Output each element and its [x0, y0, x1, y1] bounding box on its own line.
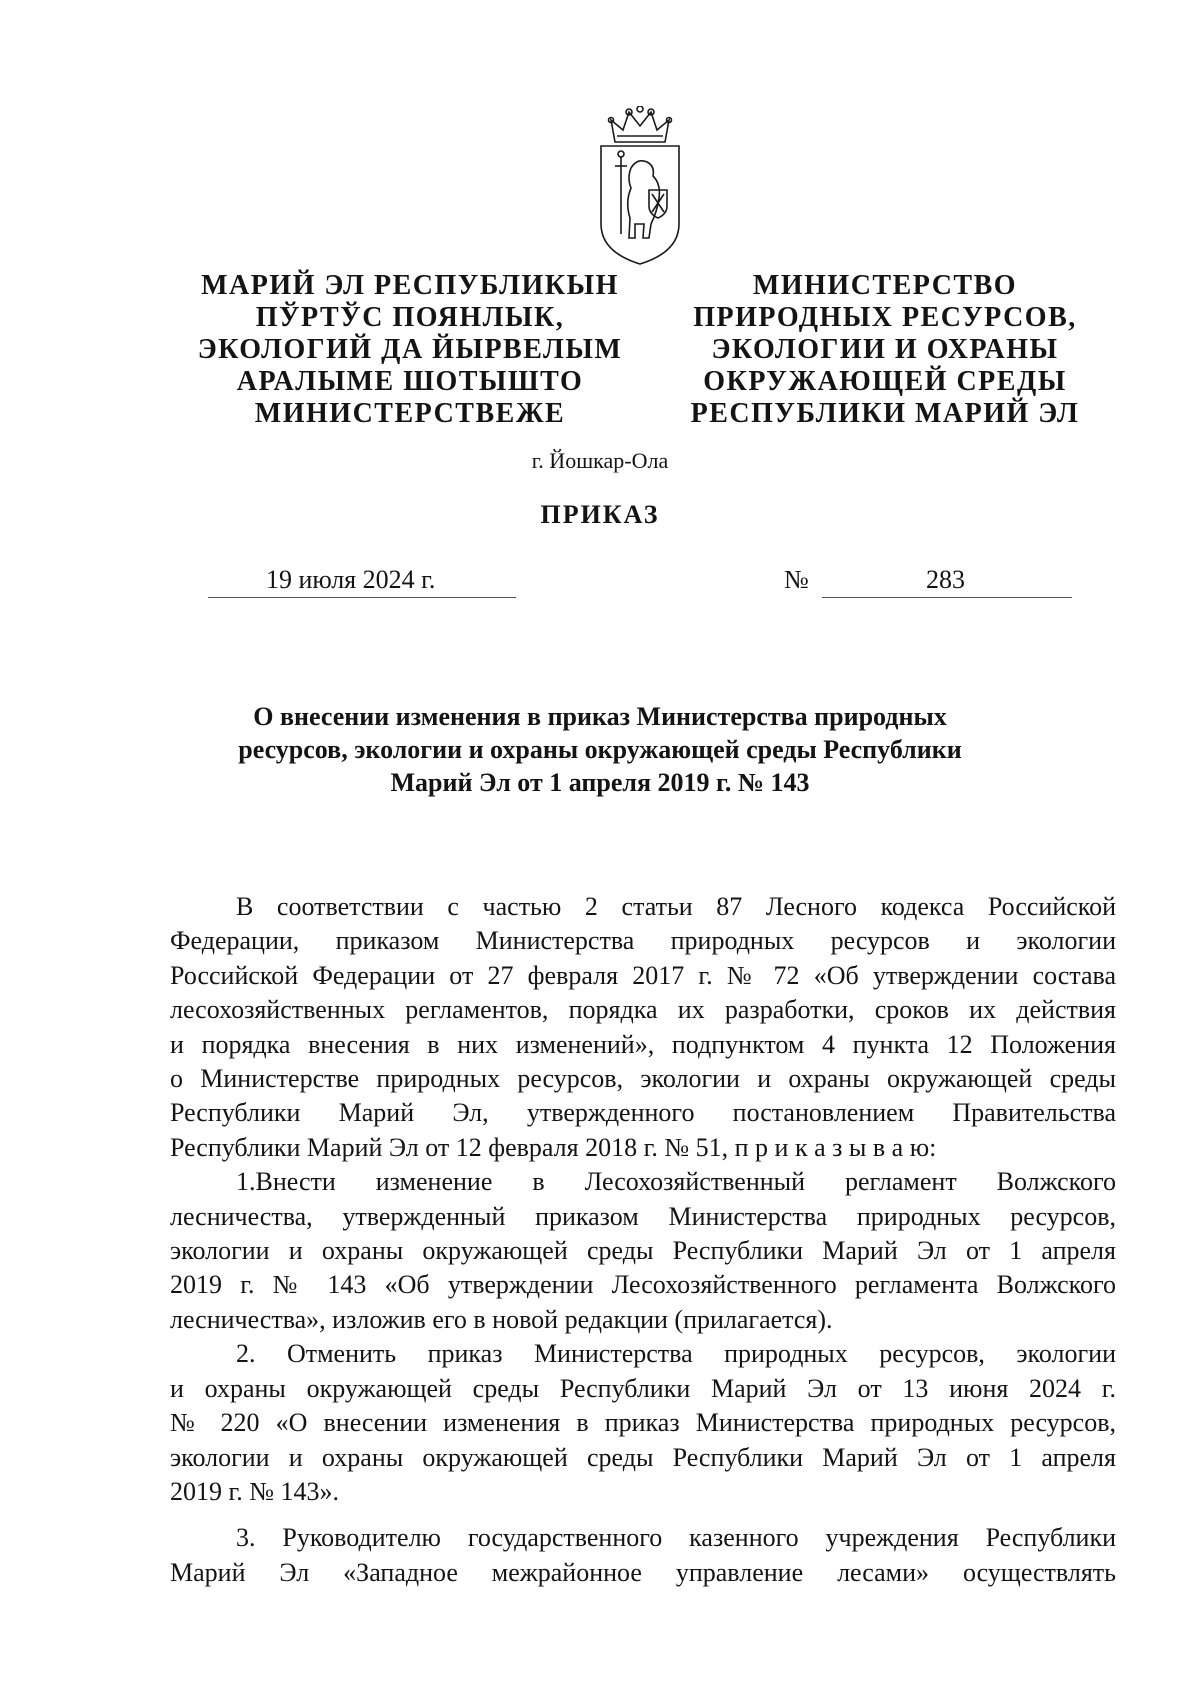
header-right-line: ЭКОЛОГИИ И ОХРАНЫ	[711, 334, 1059, 365]
body-line: лесохозяйственных регламентов, порядка их разработки, сроков их действия	[170, 995, 1116, 1025]
body-line: 2. Отменить приказ Министерства природных ресурсов, экологии	[236, 1339, 1116, 1369]
header-left-line: МАРИЙ ЭЛ РЕСПУБЛИКЫН	[201, 270, 619, 301]
number-field	[822, 563, 1072, 598]
body-line: и порядка внесения в них изменений», подпунктом 4 пункта 12 Положения	[170, 1029, 1116, 1059]
title-line: О внесении изменения в приказ Министерства природных	[253, 702, 947, 731]
paragraph-item-3	[170, 1521, 1116, 1590]
header-right-line: РЕСПУБЛИКИ МАРИЙ ЭЛ	[690, 398, 1080, 429]
body-line: 2019 г. № 143 «Об утверждении Лесохозяйственного регламента Волжского	[170, 1270, 1116, 1300]
header-right-line: ПРИРОДНЫХ РЕСУРСОВ,	[693, 302, 1077, 333]
body-line: Федерации, приказом Министерства природных ресурсов и экологии	[170, 926, 1116, 956]
header-left-line: АРАЛЫМЕ ШОТЫШТО	[236, 366, 584, 397]
title-line: Марий Эл от 1 апреля 2019 г. № 143	[390, 768, 810, 797]
number-value: 283	[926, 565, 965, 594]
header-left-line: ПЎРТЎС ПОЯНЛЫК,	[255, 302, 565, 333]
body-line: 1.Внести изменение в Лесохозяйственный регламент Волжского	[236, 1167, 1116, 1197]
body-line: Российской Федерации от 27 февраля 2017 г. № 72 «Об утверждении состава	[170, 960, 1116, 990]
city-label: г. Йошкар-Ола	[531, 448, 669, 473]
body-line: о Министерстве природных ресурсов, экологии и охраны окружающей среды	[170, 1064, 1116, 1094]
header-left-line: МИНИСТЕРСТВЕЖЕ	[254, 398, 566, 429]
date-field	[208, 563, 516, 598]
paragraph-item-2	[170, 1337, 1116, 1509]
body-line: Республики Марий Эл, утвержденного постановлением Правительства	[170, 1098, 1116, 1128]
body-line: 3. Руководителю государственного казенного учреждения Республики	[236, 1523, 1116, 1553]
body-line: № 220 «О внесении изменения в приказ Министерства природных ресурсов,	[170, 1408, 1116, 1438]
document-body	[170, 890, 1116, 1590]
number-sign: №	[784, 565, 809, 594]
coat-of-arms-icon	[591, 106, 689, 266]
body-line: В соответствии с частью 2 статьи 87 Лесного кодекса Российской	[236, 892, 1116, 921]
header-right-line: ОКРУЖАЮЩЕЙ СРЕДЫ	[703, 366, 1067, 397]
header-left-block	[180, 270, 640, 430]
body-line: 2019 г. № 143».	[170, 1476, 340, 1506]
document-title	[170, 700, 1030, 799]
paragraph-gap	[170, 1509, 1116, 1521]
paragraph-item-1	[170, 1165, 1116, 1337]
body-line: лесничества, утвержденный приказом Министерства природных ресурсов,	[170, 1201, 1116, 1231]
header-left-line: ЭКОЛОГИЙ ДА ЙЫРВЕЛЫМ	[197, 334, 623, 365]
body-line: экологии и охраны окружающей среды Республики Марий Эл от 1 апреля	[170, 1236, 1116, 1266]
body-line: Марий Эл «Западное межрайонное управление лесами» осуществлять	[170, 1557, 1116, 1587]
document-type-heading: ПРИКАЗ	[540, 500, 660, 529]
header-right-line: МИНИСТЕРСТВО	[752, 270, 1018, 301]
body-line: экологии и охраны окружающей среды Республики Марий Эл от 1 апреля	[170, 1442, 1116, 1472]
body-line: Республики Марий Эл от 12 февраля 2018 г. № 51, п р и к а з ы в а ю:	[170, 1132, 937, 1162]
header-right-block	[685, 270, 1085, 430]
date-value: 19 июля 2024 г.	[266, 565, 436, 594]
paragraph-preamble	[170, 890, 1116, 1165]
body-line: и охраны окружающей среды Республики Марий Эл от 13 июня 2024 г.	[170, 1373, 1116, 1403]
body-line: лесничества», изложив его в новой редакции (прилагается).	[170, 1304, 833, 1334]
title-line: ресурсов, экологии и охраны окружающей среды Республики	[238, 735, 962, 764]
